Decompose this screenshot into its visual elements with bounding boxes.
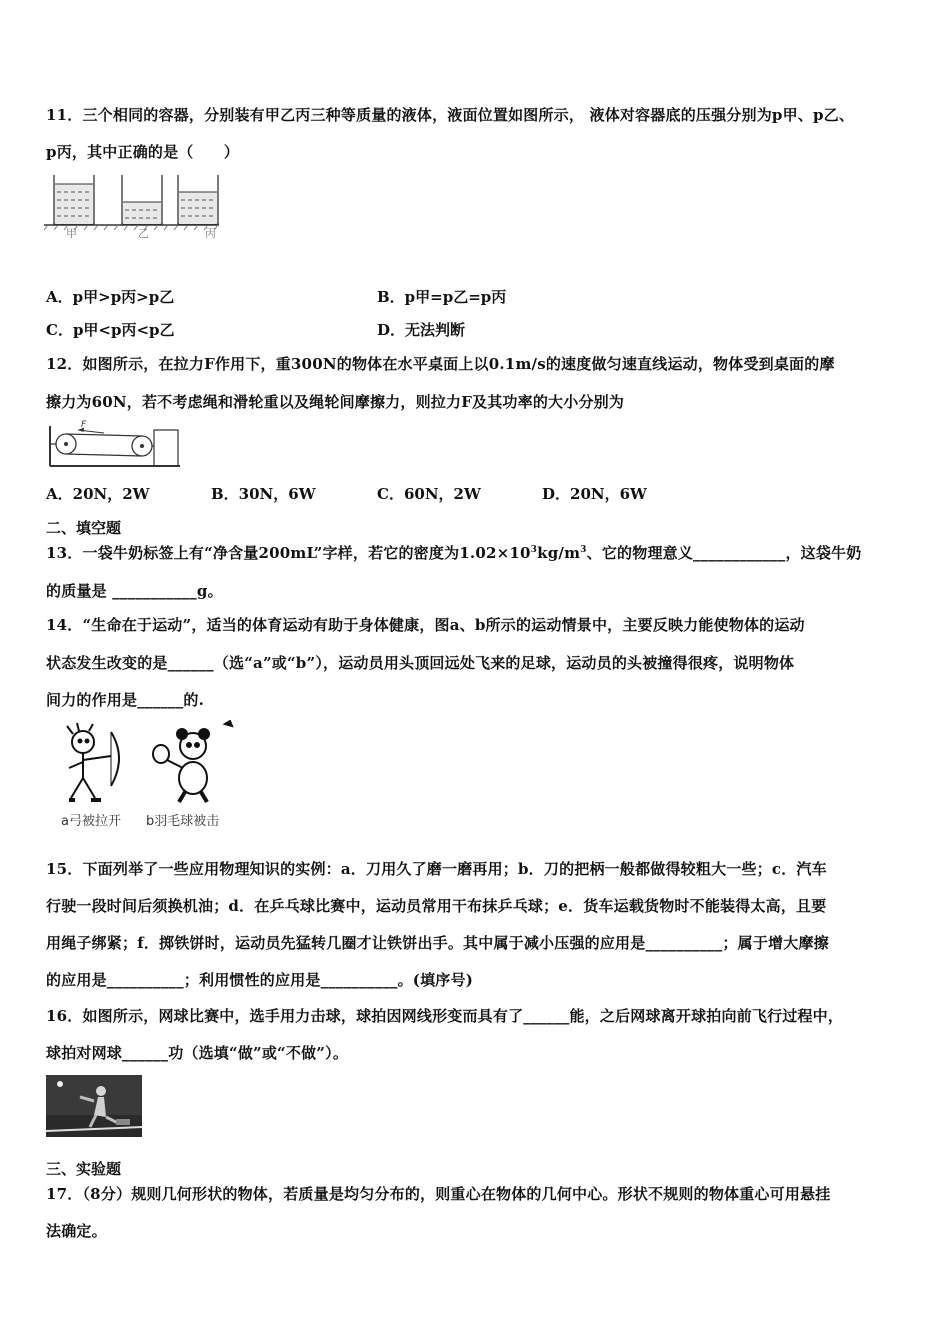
badminton-cartoon: [153, 721, 232, 802]
q14-caption-b: b羽毛球被击: [146, 814, 220, 829]
q11-label-bing: 丙: [205, 227, 216, 240]
q12-line-2: 擦力为60N，若不考虑绳和滑轮重以及绳轮间摩擦力，则拉力F及其功率的大小分别为: [46, 393, 625, 411]
q13-line-1-a: 13．一袋牛奶标签上有“净含量200mL”字样，若它的密度为1.02×10: [46, 544, 531, 562]
q17-line-1: 17．（8分）规则几何形状的物体，若质量是均匀分布的，则重心在物体的几何中心。形状不规则的物体重心可用悬挂: [46, 1185, 831, 1203]
q11-option-b: B．p甲=p乙=p丙: [377, 288, 507, 306]
q11-option-d: D．无法判断: [377, 321, 466, 339]
section-3-heading: 三、实验题: [46, 1160, 122, 1178]
q13-line-1-b: kg/m: [537, 544, 581, 562]
q12-option-c: C．60N，2W: [377, 485, 481, 503]
q16-tennis-photo: [46, 1075, 142, 1137]
q15-line-3: 用绳子绑紧；f．掷铁饼时，运动员先猛转几圈才让铁饼出手。其中属于减小压强的应用是__________；属于增大摩擦: [46, 934, 829, 952]
q16-line-1: 16．如图所示，网球比赛中，选手用力击球，球拍因网线形变而具有了______能，之后网球离开球拍向前飞行过程中，: [46, 1007, 844, 1025]
q13-sup-1: 3: [530, 545, 538, 555]
q12-line-1: 12．如图所示，在拉力F作用下，重300N的物体在水平桌面上以0.1m/s的速度做匀速直线运动，物体受到桌面的摩: [46, 355, 835, 373]
q13-line-1-c: 、它的物理意义____________，这袋牛奶: [586, 544, 862, 562]
q11-option-a: A．p甲>p丙>p乙: [46, 288, 175, 306]
q12-option-a: A．20N，2W: [46, 485, 150, 503]
q16-line-2: 球拍对网球______功（选填“做”或“不做”）。: [46, 1044, 349, 1062]
q15-line-1: 15．下面列举了一些应用物理知识的实例：a．刀用久了磨一磨再用；b．刀的把柄一般都做得较粗大一些；c．汽车: [46, 860, 827, 878]
q13-line-2: 的质量是 ___________g。: [46, 582, 223, 600]
q11-label-yi: 乙: [138, 227, 149, 240]
q17-line-2: 法确定。: [46, 1222, 107, 1240]
q14-line-1: 14．“生命在于运动”，适当的体育运动有助于身体健康，图a、b所示的运动情景中，主要反映力能使物体的运动: [46, 616, 805, 634]
q12-option-b: B．30N，6W: [211, 485, 316, 503]
q11-line-2: p丙，其中正确的是（ ）: [46, 143, 240, 161]
q11-label-jia: 甲: [66, 227, 77, 240]
section-2-heading: 二、填空题: [46, 519, 122, 537]
archer-cartoon: [67, 723, 119, 800]
q15-line-4: 的应用是__________；利用惯性的应用是__________。(填序号): [46, 971, 473, 989]
q14-line-2: 状态发生改变的是______（选“a”或“b”），运动员用头顶回远处飞来的足球，运动员的头被撞得很疼，说明物体: [46, 654, 795, 672]
q12-label-f: F: [81, 420, 87, 430]
q11-line-1: 11．三个相同的容器，分别装有甲乙丙三种等质量的液体，液面位置如图所示， 液体对容器底的压强分别为p甲、p乙、: [46, 106, 855, 124]
q11-option-c: C．p甲<p丙<p乙: [46, 321, 175, 339]
q14-caption-a: a弓被拉开: [61, 814, 121, 829]
q12-option-d: D．20N，6W: [542, 485, 647, 503]
q14-line-3: 间力的作用是______的.: [46, 691, 205, 709]
q14-sports-figure: [55, 720, 240, 808]
q15-line-2: 行驶一段时间后须换机油；d．在乒乓球比赛中，运动员常用干布抹乒乓球；e．货车运载货物时不能装得太高，且要: [46, 897, 827, 915]
q13-line-1: [46, 542, 861, 563]
q12-pulley-figure: [44, 422, 184, 470]
q13-sup-2: 3: [580, 545, 587, 555]
